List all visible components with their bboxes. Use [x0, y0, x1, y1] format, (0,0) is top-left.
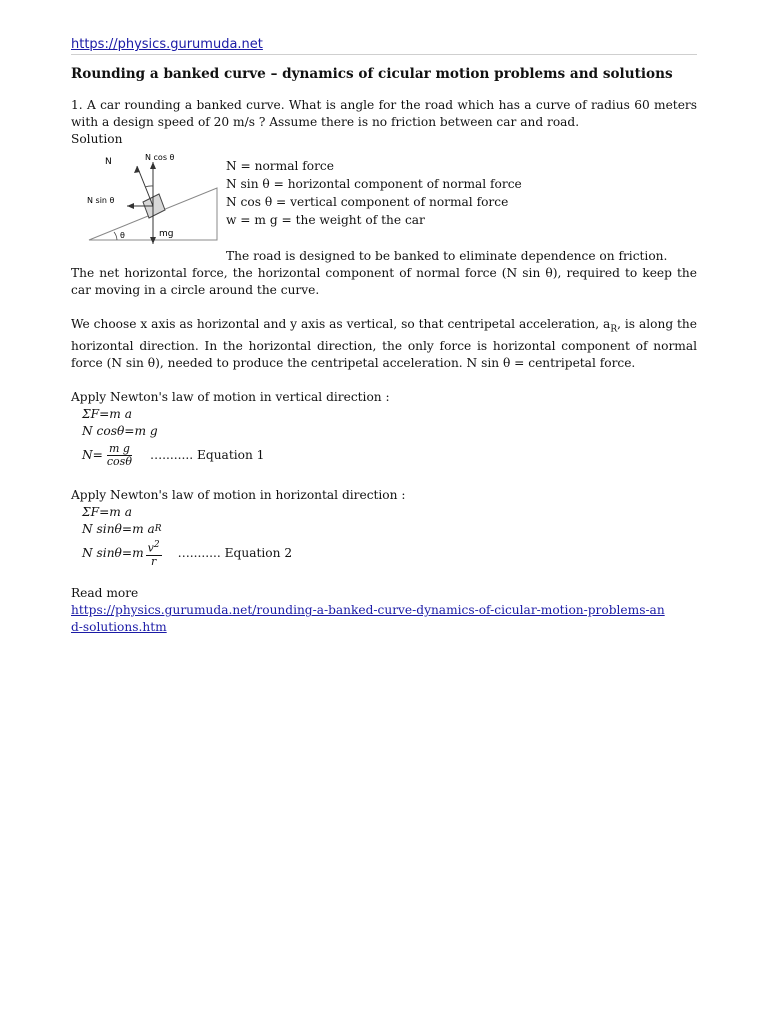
figure-label-n: N	[105, 157, 112, 167]
solution-label: Solution	[71, 132, 123, 146]
definition-vertical-component: N cos θ = vertical component of normal force	[226, 195, 509, 209]
horizontal-eq2-subscript: R	[154, 524, 162, 535]
axes-text-a: We choose x axis as horizontal and y axis as vertical, so that centripetal acceleration, a	[71, 317, 611, 331]
figure-label-ncos: N cos θ	[145, 153, 175, 162]
figure-row	[71, 152, 697, 248]
vertical-eq3-numerator: m g	[108, 441, 130, 455]
vertical-eq-1: ΣF=m a	[82, 407, 132, 422]
horizontal-eq2-text: N sinθ=m a	[82, 522, 155, 537]
horizontal-eq-1: ΣF=m a	[82, 505, 132, 520]
equation-2-tag: …........ Equation 2	[177, 545, 293, 560]
vertical-eq-2: N cosθ=m g	[82, 424, 158, 439]
vertical-eq3-denominator: cosθ	[106, 454, 132, 468]
axes-subscript: R	[610, 324, 618, 335]
figure-label-mg: mg	[159, 229, 174, 239]
equation-1-tag: …........ Equation 1	[149, 447, 265, 462]
horizontal-eq3-fraction	[146, 539, 162, 568]
horizontal-heading: Apply Newton's law of motion in horizontal direction :	[71, 488, 406, 503]
definition-weight: w = m g = the weight of the car	[226, 213, 425, 227]
axes-paragraph	[71, 316, 697, 372]
horizontal-equations	[71, 504, 697, 568]
net-force-paragraph: The net horizontal force, the horizontal component of normal force (N sin θ), required to keep the car moving in a circle around the curve.	[71, 266, 697, 297]
horizontal-eq3-numerator	[146, 539, 162, 556]
read-more-label: Read more	[71, 586, 139, 601]
page-title: Rounding a banked curve – dynamics of cicular motion problems and solutions	[71, 66, 673, 82]
horizontal-eq3-squared: 2	[153, 540, 160, 551]
problem-statement: 1. A car rounding a banked curve. What is angle for the road which has a curve of radius 60 meters with a design speed of 20 m/s ? Assume there is no friction between car and road.	[71, 98, 697, 129]
horizontal-eq3-denominator: r	[151, 554, 157, 568]
horizontal-eq3-lhs: N sinθ=m	[82, 545, 144, 560]
vertical-eq3-fraction	[105, 443, 134, 468]
horizontal-eq3-v: v	[147, 541, 154, 555]
definition-list	[226, 158, 522, 230]
definition-normal-force: N = normal force	[226, 159, 334, 173]
vertical-heading: Apply Newton's law of motion in vertical direction :	[71, 390, 390, 405]
axes-text-b: , is along the horizontal direction. In the horizontal direction, the only force is horizontal component of normal force (N sin θ), needed to produce the centripetal acceleration. N sin θ = centripetal force.	[71, 317, 697, 371]
site-header-link[interactable]: https://physics.gurumuda.net	[71, 37, 263, 52]
vertical-eq3-lhs: N=	[82, 447, 103, 462]
definition-horizontal-component: N sin θ = horizontal component of normal force	[226, 177, 522, 191]
banked-curve-figure	[87, 152, 221, 246]
figure-label-theta: θ	[120, 231, 125, 240]
read-more-link[interactable]: https://physics.gurumuda.net/rounding-a-banked-curve-dynamics-of-cicular-motion-problems-and-solutions.htm	[71, 603, 665, 635]
banked-paragraph: The road is designed to be banked to eliminate dependence on friction.	[226, 249, 668, 263]
document-page	[71, 36, 697, 636]
vertical-equations	[71, 406, 697, 470]
vertical-eq-3	[82, 440, 697, 470]
horizontal-eq-3	[82, 538, 697, 568]
figure-label-nsin: N sin θ	[87, 196, 115, 205]
horizontal-eq-2	[82, 521, 697, 538]
header-divider	[71, 54, 697, 55]
